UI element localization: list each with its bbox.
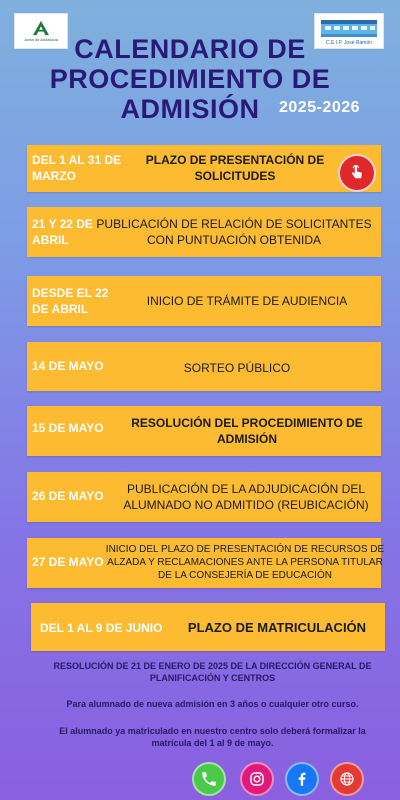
- step-date: 26 DE MAYO: [32, 489, 104, 503]
- step-date: 27 DE MAYO: [32, 555, 104, 569]
- step-date: DEL 1 AL 9 DE JUNIO: [40, 621, 163, 635]
- step-row: [27, 406, 381, 456]
- logo-left-caption: Junta de Andalucía: [23, 37, 59, 42]
- logo-right-caption: C.E.I.P. José Ramón: [325, 40, 373, 46]
- step-row: [27, 276, 381, 326]
- title-line-1: CALENDARIO DE: [74, 34, 306, 64]
- step-date: 14 DE MAYO: [32, 359, 104, 373]
- step-text: SORTEO PÚBLICO: [183, 361, 291, 375]
- school-year: 2025-2026: [279, 99, 361, 116]
- facebook-icon[interactable]: [285, 762, 319, 796]
- step-row: [27, 472, 381, 522]
- step-row: [27, 207, 381, 257]
- globe-icon[interactable]: [330, 762, 364, 796]
- step-text: INICIO DEL PLAZO DE PRESENTACIÓN DE RECURSOS DE ALZADA Y RECLAMACIONES ANTE LA PERSONA TITULAR DE LA CONSEJERÍA DE EDUCACIÓN: [105, 544, 385, 581]
- instagram-icon[interactable]: [240, 762, 274, 796]
- step-text: PLAZO DE MATRICULACIÓN: [187, 620, 367, 635]
- step-date: 15 DE MAYO: [32, 421, 104, 435]
- step-text: PUBLICACIÓN DE LA ADJUDICACIÓN DEL ALUMNADO NO ADMITIDO (REUBICACIÓN): [123, 482, 369, 512]
- step-date: 21 Y 22 DE ABRIL: [32, 217, 93, 247]
- step-row: [27, 145, 381, 192]
- step-text: INICIO DE TRÁMITE DE AUDIENCIA: [146, 294, 348, 308]
- title-line-3: ADMISIÓN: [120, 94, 260, 124]
- step-row: [31, 603, 385, 651]
- step-text: PLAZO DE PRESENTACIÓN DE SOLICITUDES: [145, 153, 325, 183]
- enrollment-note: El alumnado ya matriculado en nuestro centro solo deberá formalizar la matrícula del 1 al 9 de mayo.: [59, 726, 366, 748]
- admission-note: Para alumnado de nueva admisión en 3 años o cualquier otro curso.: [66, 699, 359, 709]
- step-text: RESOLUCIÓN DEL PROCEDIMIENTO DE ADMISIÓN: [131, 416, 363, 446]
- step-date: DEL 1 AL 31 DE MARZO: [32, 153, 122, 183]
- phone-icon[interactable]: [192, 762, 226, 796]
- step-date: DESDE EL 22 DE ABRIL: [32, 286, 109, 316]
- legal-reference: RESOLUCIÓN DE 21 DE ENERO DE 2025 DE LA DIRECCIÓN GENERAL DE PLANIFICACIÓN Y CENTROS: [53, 661, 372, 683]
- title-line-2: PROCEDIMIENTO DE: [49, 64, 331, 94]
- step-text: PUBLICACIÓN DE RELACIÓN DE SOLICITANTES CON PUNTUACIÓN OBTENIDA: [96, 217, 372, 247]
- step-row: [27, 342, 381, 391]
- step-row: [27, 538, 385, 588]
- hand-pointer-icon[interactable]: [338, 154, 376, 192]
